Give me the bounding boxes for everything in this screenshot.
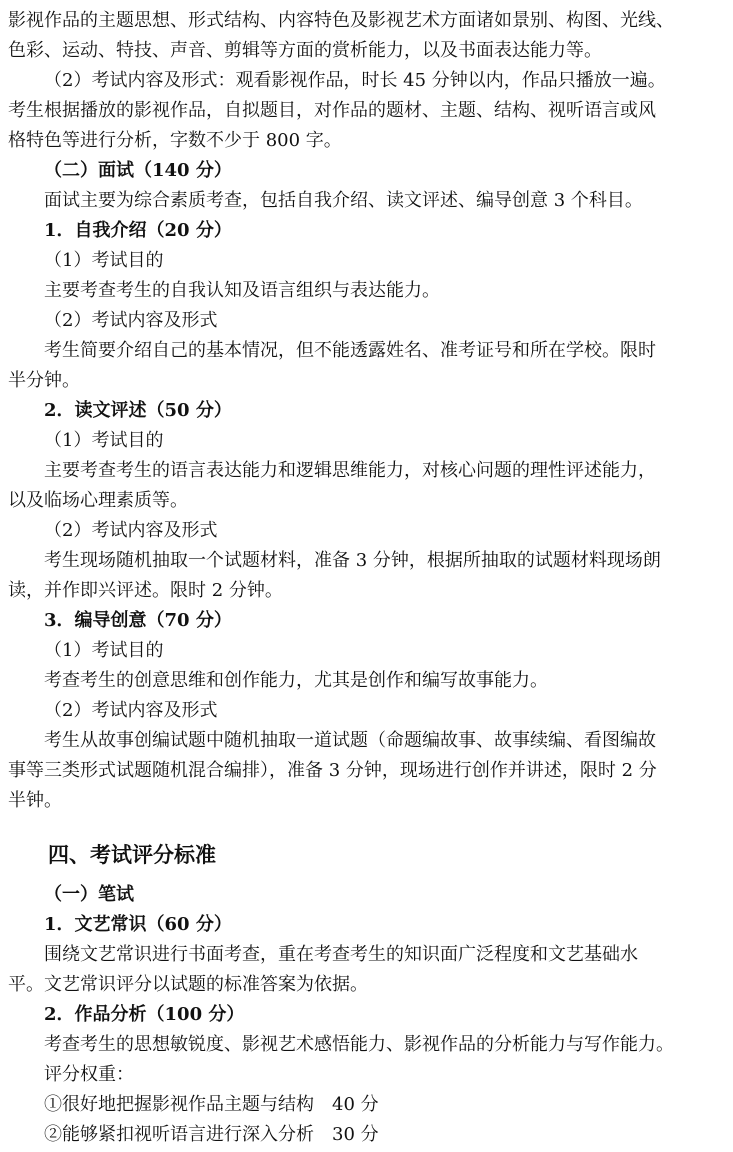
text-line: 评分权重： — [44, 1064, 134, 1085]
subheading: （一）笔试 — [44, 884, 134, 905]
text-line: 读，并作即兴评述。限时 2 分钟。 — [8, 580, 283, 601]
text-line: 考查考生的创意思维和创作能力，尤其是创作和编写故事能力。 — [44, 670, 548, 691]
subheading: 2．作品分析（100 分） — [44, 1004, 245, 1025]
text-line: ①很好地把握影视作品主题与结构 40 分 — [44, 1094, 379, 1115]
text-line: 面试主要为综合素质考查，包括自我介绍、读文评述、编导创意 3 个科目。 — [44, 190, 643, 211]
text-line: 以及临场心理素质等。 — [8, 490, 188, 511]
text-line: 主要考查考生的语言表达能力和逻辑思维能力，对核心问题的理性评述能力， — [44, 460, 656, 481]
text-line: 考生根据播放的影视作品，自拟题目，对作品的题材、主题、结构、视听语言或风 — [8, 100, 656, 121]
subheading: 2．读文评述（50 分） — [44, 400, 232, 421]
text-line: 格特色等进行分析，字数不少于 800 字。 — [8, 130, 342, 151]
text-block-scoring — [8, 880, 723, 1150]
text-line: 半分钟。 — [8, 370, 80, 391]
text-line: 影视作品的主题思想、形式结构、内容特色及影视艺术方面诸如景别、构图、光线、 — [8, 10, 674, 31]
text-line: 主要考查考生的自我认知及语言组织与表达能力。 — [44, 280, 440, 301]
subheading: 1．文艺常识（60 分） — [44, 914, 232, 935]
text-line: （1）考试目的 — [44, 250, 164, 271]
text-line: 围绕文艺常识进行书面考查，重在考查考生的知识面广泛程度和文艺基础水 — [44, 944, 638, 965]
text-line: （1）考试目的 — [44, 640, 164, 661]
text-line: 事等三类形式试题随机混合编排），准备 3 分钟，现场进行创作并讲述，限时 2 分 — [8, 760, 657, 781]
text-line: （1）考试目的 — [44, 430, 164, 451]
subheading: 1．自我介绍（20 分） — [44, 220, 232, 241]
subheading: （二）面试（140 分） — [44, 160, 232, 181]
text-block-interview — [8, 6, 723, 816]
text-line: （2）考试内容及形式 — [44, 310, 218, 331]
text-line: 半钟。 — [8, 790, 62, 811]
text-line: 考生简要介绍自己的基本情况，但不能透露姓名、准考证号和所在学校。限时 — [44, 340, 656, 361]
text-line: 平。文艺常识评分以试题的标准答案为依据。 — [8, 974, 368, 995]
text-line: （2）考试内容及形式 — [44, 700, 218, 721]
text-line: ②能够紧扣视听语言进行深入分析 30 分 — [44, 1124, 379, 1145]
text-line: （2）考试内容及形式 — [44, 520, 218, 541]
text-line: 考生现场随机抽取一个试题材料，准备 3 分钟，根据所抽取的试题材料现场朗 — [44, 550, 661, 571]
text-line: 考生从故事创编试题中随机抽取一道试题（命题编故事、故事续编、看图编故 — [44, 730, 656, 751]
subheading: 3．编导创意（70 分） — [44, 610, 232, 631]
section-heading: 四、考试评分标准 — [48, 843, 216, 867]
text-line: 色彩、运动、特技、声音、剪辑等方面的赏析能力，以及书面表达能力等。 — [8, 40, 602, 61]
text-line: 考查考生的思想敏锐度、影视艺术感悟能力、影视作品的分析能力与写作能力。 — [44, 1034, 674, 1055]
text-line: （2）考试内容及形式：观看影视作品，时长 45 分钟以内，作品只播放一遍。 — [44, 70, 666, 91]
